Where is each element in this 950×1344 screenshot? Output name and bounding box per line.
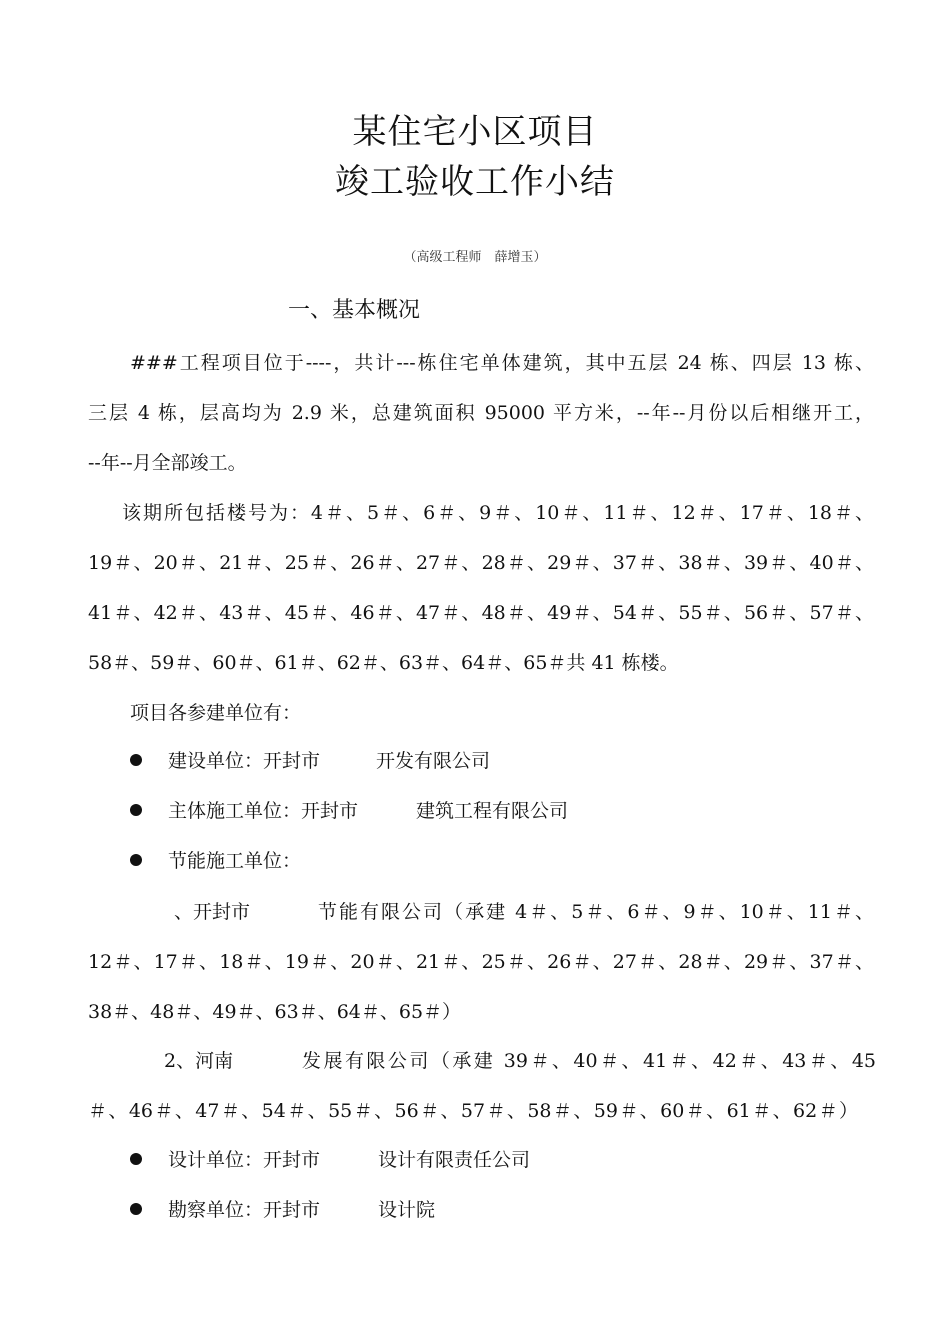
units-intro: 项目各参建单位有：: [130, 702, 302, 724]
bullet-energy-unit: [130, 846, 301, 873]
energy-contractor-2-prefix: 2、河南: [164, 1050, 234, 1072]
bullet-design-unit: [130, 1145, 530, 1172]
paragraph-line: --年--月全部竣工。: [88, 452, 247, 474]
bullet-survey-unit: [130, 1195, 435, 1222]
main-contractor-label: 主体施工单位：开封市: [168, 800, 359, 822]
construction-unit-label: 建设单位：开封市: [168, 750, 321, 772]
document-title-line2: 竣工验收工作小结: [335, 162, 615, 202]
energy-unit-label: 节能施工单位：: [168, 850, 302, 872]
energy-contractor-2-line: 发展有限公司（承建 39＃、40＃、41＃、42＃、43＃、45: [302, 1050, 876, 1072]
bullet-construction-unit: [130, 746, 490, 773]
design-unit-company: 设计有限责任公司: [378, 1149, 531, 1171]
survey-unit-label: 勘察单位：开封市: [168, 1199, 321, 1221]
bullet-icon: [130, 1203, 142, 1215]
design-unit-label: 设计单位：开封市: [168, 1149, 321, 1171]
author-note: （高级工程师 薛增玉）: [403, 250, 547, 265]
paragraph-line: 三层 4 栋，层高均为 2.9 米，总建筑面积 95000 平方米，--年--月份以后相继开工，: [88, 402, 874, 424]
energy-contractor-1-prefix: 、开封市: [174, 901, 251, 923]
energy-contractor-1-line: 38＃、48＃、49＃、63＃、64＃、65＃）: [88, 1001, 462, 1023]
paragraph-line: 41＃、42＃、43＃、45＃、46＃、47＃、48＃、49＃、54＃、55＃、56＃、57＃、: [88, 602, 874, 624]
survey-unit-company: 设计院: [378, 1199, 436, 1221]
bullet-icon: [130, 754, 142, 766]
energy-contractor-2-line: ＃、46＃、47＃、54＃、55＃、56＃、57＃、58＃、59＃、60＃、61＃、62＃）: [88, 1100, 858, 1122]
bullet-main-contractor: [130, 796, 568, 823]
bullet-icon: [130, 1153, 142, 1165]
document-title-line1: 某住宅小区项目: [352, 112, 598, 152]
energy-contractor-1-line: 节能有限公司（承建 4＃、5＃、6＃、9＃、10＃、11＃、: [318, 901, 874, 923]
paragraph-line: ###工程项目位于----，共计---栋住宅单体建筑，其中五层 24 栋、四层 13 栋、: [130, 352, 874, 374]
main-contractor-company: 建筑工程有限公司: [416, 800, 569, 822]
bullet-icon: [130, 854, 142, 866]
bullet-icon: [130, 804, 142, 816]
section-heading: 一、基本概况: [288, 298, 421, 323]
paragraph-line: 19＃、20＃、21＃、25＃、26＃、27＃、28＃、29＃、37＃、38＃、39＃、40＃、: [88, 552, 874, 574]
construction-unit-company: 开发有限公司: [376, 750, 491, 772]
energy-contractor-1-line: 12＃、17＃、18＃、19＃、20＃、21＃、25＃、26＃、27＃、28＃、29＃、37＃、: [88, 951, 874, 973]
paragraph-line: 该期所包括楼号为：4＃、5＃、6＃、9＃、10＃、11＃、12＃、17＃、18＃、: [122, 502, 874, 524]
paragraph-line: 58＃、59＃、60＃、61＃、62＃、63＃、64＃、65＃共 41 栋楼。: [88, 652, 679, 674]
